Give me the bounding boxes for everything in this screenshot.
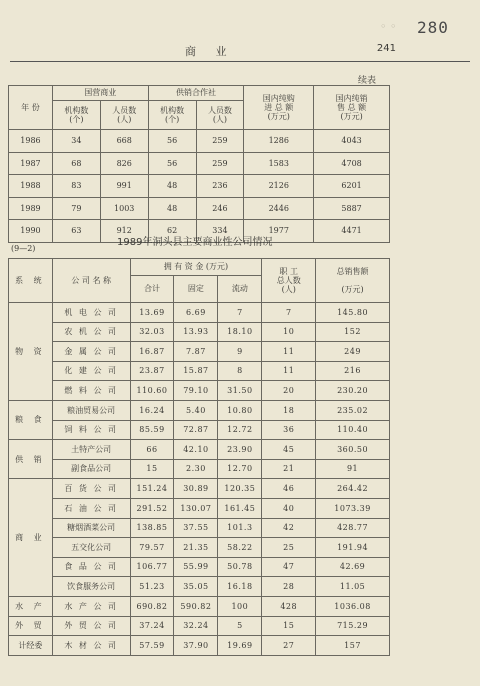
faint-stamp-mark: ◦ ◦	[380, 20, 397, 33]
cell-fixed: 37.90	[174, 636, 218, 656]
cell-total: 85.59	[130, 420, 174, 440]
table-row	[9, 538, 390, 558]
system-cell: 外 贸	[9, 616, 53, 636]
cell-sales: 191.94	[316, 538, 390, 558]
table-row	[9, 596, 390, 616]
cell-coop-orgs: 56	[148, 130, 196, 153]
cell-year: 1986	[9, 130, 53, 153]
cell-current: 100	[218, 596, 262, 616]
cell-current: 8	[218, 361, 262, 381]
col-coop-staff-header: 人员数 (人)	[196, 101, 244, 130]
cell-total: 51.23	[130, 577, 174, 597]
cell-sales: 5887	[314, 197, 390, 220]
col-company-header: 公 司 名 称	[52, 259, 130, 303]
col-fixed-header: 固定	[174, 276, 218, 303]
cell-fixed: 55.99	[174, 557, 218, 577]
col-coop-orgs-header: 机构数 (个)	[148, 101, 196, 130]
company-table-title: 1989年洞头县主要商业性公司情况	[117, 237, 273, 248]
cell-sales: 249	[316, 342, 390, 362]
cell-total: 106.77	[130, 557, 174, 577]
cell-total: 37.24	[130, 616, 174, 636]
cell-year: 1988	[9, 175, 53, 198]
col-total-header: 合计	[130, 276, 174, 303]
cell-fixed: 590.82	[174, 596, 218, 616]
cell-fixed: 7.87	[174, 342, 218, 362]
cell-sales: 264.42	[316, 479, 390, 499]
system-cell: 计经委	[9, 636, 53, 656]
group-coop-header: 供销合作社	[148, 86, 244, 101]
cell-total: 16.87	[130, 342, 174, 362]
cell-sales: 1073.39	[316, 498, 390, 518]
cell-staff: 428	[262, 596, 316, 616]
cell-fixed: 30.89	[174, 479, 218, 499]
cell-staff: 28	[262, 577, 316, 597]
running-header	[10, 39, 470, 62]
cell-company: 饲 料 公 司	[52, 420, 130, 440]
cell-state-orgs: 79	[52, 197, 100, 220]
cell-fixed: 5.40	[174, 400, 218, 420]
cell-fixed: 6.69	[174, 303, 218, 323]
cell-staff: 11	[262, 342, 316, 362]
cell-total: 13.69	[130, 303, 174, 323]
cell-company: 土特产公司	[52, 440, 130, 460]
table-row	[9, 175, 390, 198]
cell-total: 291.52	[130, 498, 174, 518]
cell-fixed: 72.87	[174, 420, 218, 440]
cell-company: 水 产 公 司	[52, 596, 130, 616]
cell-fixed: 13.93	[174, 322, 218, 342]
cell-company: 燃 料 公 司	[52, 381, 130, 401]
cell-state-staff: 991	[100, 175, 148, 198]
cell-company: 木 材 公 司	[52, 636, 130, 656]
cell-current: 16.18	[218, 577, 262, 597]
col-state-staff-header: 人员数 (人)	[100, 101, 148, 130]
cell-fixed: 15.87	[174, 361, 218, 381]
cell-coop-staff: 259	[196, 130, 244, 153]
col-state-orgs-header: 机构数 (个)	[52, 101, 100, 130]
cell-purchase: 2126	[244, 175, 314, 198]
table-row	[9, 479, 390, 499]
cell-state-orgs: 63	[52, 220, 100, 243]
table-row	[9, 361, 390, 381]
cell-total: 79.57	[130, 538, 174, 558]
cell-coop-orgs: 62	[148, 220, 196, 243]
cell-current: 58.22	[218, 538, 262, 558]
table-row	[9, 420, 390, 440]
cell-fixed: 37.55	[174, 518, 218, 538]
cell-fixed: 35.05	[174, 577, 218, 597]
cell-total: 23.87	[130, 361, 174, 381]
yearly-table-body	[9, 130, 390, 243]
table-row	[9, 342, 390, 362]
cell-total: 66	[130, 440, 174, 460]
cell-coop-orgs: 48	[148, 197, 196, 220]
cell-staff: 18	[262, 400, 316, 420]
cell-sales: 715.29	[316, 616, 390, 636]
company-table-body	[9, 303, 390, 656]
cell-staff: 25	[262, 538, 316, 558]
table-row	[9, 440, 390, 460]
cell-sales: 360.50	[316, 440, 390, 460]
cell-purchase: 1583	[244, 152, 314, 175]
cell-total: 16.24	[130, 400, 174, 420]
cell-company: 副食品公司	[52, 459, 130, 479]
table-row	[9, 400, 390, 420]
cell-sales: 4471	[314, 220, 390, 243]
cell-total: 15	[130, 459, 174, 479]
table-row	[9, 557, 390, 577]
cell-sales: 235.02	[316, 400, 390, 420]
cell-fixed: 130.07	[174, 498, 218, 518]
table-row	[9, 518, 390, 538]
table-row	[9, 498, 390, 518]
handwritten-page-number: 280	[417, 18, 449, 37]
cell-total: 57.59	[130, 636, 174, 656]
cell-staff: 27	[262, 636, 316, 656]
yearly-commerce-table	[8, 85, 390, 243]
cell-year: 1987	[9, 152, 53, 175]
cell-current: 12.70	[218, 459, 262, 479]
cell-state-orgs: 34	[52, 130, 100, 153]
table-row	[9, 636, 390, 656]
cell-purchase: 1286	[244, 130, 314, 153]
table-row	[9, 303, 390, 323]
cell-company: 化 建 公 司	[52, 361, 130, 381]
cell-company: 饮食服务公司	[52, 577, 130, 597]
cell-company: 粮油贸易公司	[52, 400, 130, 420]
cell-staff: 15	[262, 616, 316, 636]
cell-current: 31.50	[218, 381, 262, 401]
cell-staff: 21	[262, 459, 316, 479]
cell-current: 19.69	[218, 636, 262, 656]
cell-sales: 91	[316, 459, 390, 479]
cell-staff: 7	[262, 303, 316, 323]
cell-coop-staff: 246	[196, 197, 244, 220]
cell-year: 1989	[9, 197, 53, 220]
cell-company: 金 属 公 司	[52, 342, 130, 362]
col-purchase-header: 国内纯购 进 总 额 (万元)	[244, 86, 314, 130]
cell-company: 百 货 公 司	[52, 479, 130, 499]
cell-total: 32.03	[130, 322, 174, 342]
group-state-commerce-header: 国营商业	[52, 86, 148, 101]
cell-current: 161.45	[218, 498, 262, 518]
system-cell: 供 销	[9, 440, 53, 479]
col-current-header: 流动	[218, 276, 262, 303]
cell-current: 101.3	[218, 518, 262, 538]
company-table-code: (9—2)	[11, 244, 36, 253]
cell-fixed: 32.24	[174, 616, 218, 636]
cell-sales: 145.80	[316, 303, 390, 323]
cell-coop-staff: 334	[196, 220, 244, 243]
cell-staff: 45	[262, 440, 316, 460]
cell-current: 50.78	[218, 557, 262, 577]
table-row	[9, 197, 390, 220]
cell-purchase: 1977	[244, 220, 314, 243]
header-title: 商 业	[185, 45, 235, 58]
col-year-header: 年 份	[9, 86, 53, 130]
cell-current: 5	[218, 616, 262, 636]
cell-sales: 216	[316, 361, 390, 381]
col-sales-header: 总销售额 (万元)	[316, 259, 390, 303]
col-staff-header: 职 工 总人数 (人)	[262, 259, 316, 303]
cell-sales: 42.69	[316, 557, 390, 577]
cell-total: 690.82	[130, 596, 174, 616]
table-row	[9, 381, 390, 401]
cell-sales: 428.77	[316, 518, 390, 538]
table-row	[9, 152, 390, 175]
cell-state-staff: 826	[100, 152, 148, 175]
cell-sales: 4708	[314, 152, 390, 175]
cell-staff: 20	[262, 381, 316, 401]
cell-current: 7	[218, 303, 262, 323]
cell-sales: 11.05	[316, 577, 390, 597]
col-system-header: 系 统	[9, 259, 53, 303]
cell-fixed: 2.30	[174, 459, 218, 479]
page-number: 241	[376, 43, 396, 54]
table-row	[9, 616, 390, 636]
cell-total: 138.85	[130, 518, 174, 538]
system-cell: 商 业	[9, 479, 53, 597]
cell-sales: 4043	[314, 130, 390, 153]
cell-state-orgs: 68	[52, 152, 100, 175]
cell-state-orgs: 83	[52, 175, 100, 198]
cell-sales: 152	[316, 322, 390, 342]
cell-sales: 157	[316, 636, 390, 656]
table-row	[9, 459, 390, 479]
col-capital-group-header: 拥 有 资 金 (万元)	[130, 259, 262, 276]
cell-sales: 110.40	[316, 420, 390, 440]
cell-state-staff: 912	[100, 220, 148, 243]
system-cell: 水 产	[9, 596, 53, 616]
cell-staff: 47	[262, 557, 316, 577]
continued-label: 续表	[358, 76, 377, 86]
cell-state-staff: 668	[100, 130, 148, 153]
cell-year: 1990	[9, 220, 53, 243]
cell-company: 糖烟酒菜公司	[52, 518, 130, 538]
table-row	[9, 322, 390, 342]
cell-coop-staff: 259	[196, 152, 244, 175]
cell-current: 18.10	[218, 322, 262, 342]
table-row	[9, 577, 390, 597]
cell-current: 9	[218, 342, 262, 362]
cell-current: 23.90	[218, 440, 262, 460]
cell-sales: 1036.08	[316, 596, 390, 616]
cell-current: 12.72	[218, 420, 262, 440]
col-sales-header: 国内纯销 售 总 额 (万元)	[314, 86, 390, 130]
cell-staff: 46	[262, 479, 316, 499]
cell-current: 10.80	[218, 400, 262, 420]
cell-state-staff: 1003	[100, 197, 148, 220]
cell-staff: 11	[262, 361, 316, 381]
cell-fixed: 79.10	[174, 381, 218, 401]
cell-coop-orgs: 48	[148, 175, 196, 198]
cell-purchase: 2446	[244, 197, 314, 220]
cell-company: 食 品 公 司	[52, 557, 130, 577]
cell-sales: 6201	[314, 175, 390, 198]
cell-total: 151.24	[130, 479, 174, 499]
cell-sales: 230.20	[316, 381, 390, 401]
system-cell: 粮 食	[9, 400, 53, 439]
cell-fixed: 42.10	[174, 440, 218, 460]
cell-company: 外 贸 公 司	[52, 616, 130, 636]
company-table	[8, 258, 390, 656]
cell-coop-orgs: 56	[148, 152, 196, 175]
cell-staff: 36	[262, 420, 316, 440]
table-row	[9, 130, 390, 153]
cell-staff: 10	[262, 322, 316, 342]
cell-staff: 40	[262, 498, 316, 518]
cell-staff: 42	[262, 518, 316, 538]
cell-current: 120.35	[218, 479, 262, 499]
cell-coop-staff: 236	[196, 175, 244, 198]
cell-company: 农 机 公 司	[52, 322, 130, 342]
cell-fixed: 21.35	[174, 538, 218, 558]
cell-company: 机 电 公 司	[52, 303, 130, 323]
cell-company: 五交化公司	[52, 538, 130, 558]
system-cell: 物 资	[9, 303, 53, 401]
cell-total: 110.60	[130, 381, 174, 401]
cell-company: 石 油 公 司	[52, 498, 130, 518]
